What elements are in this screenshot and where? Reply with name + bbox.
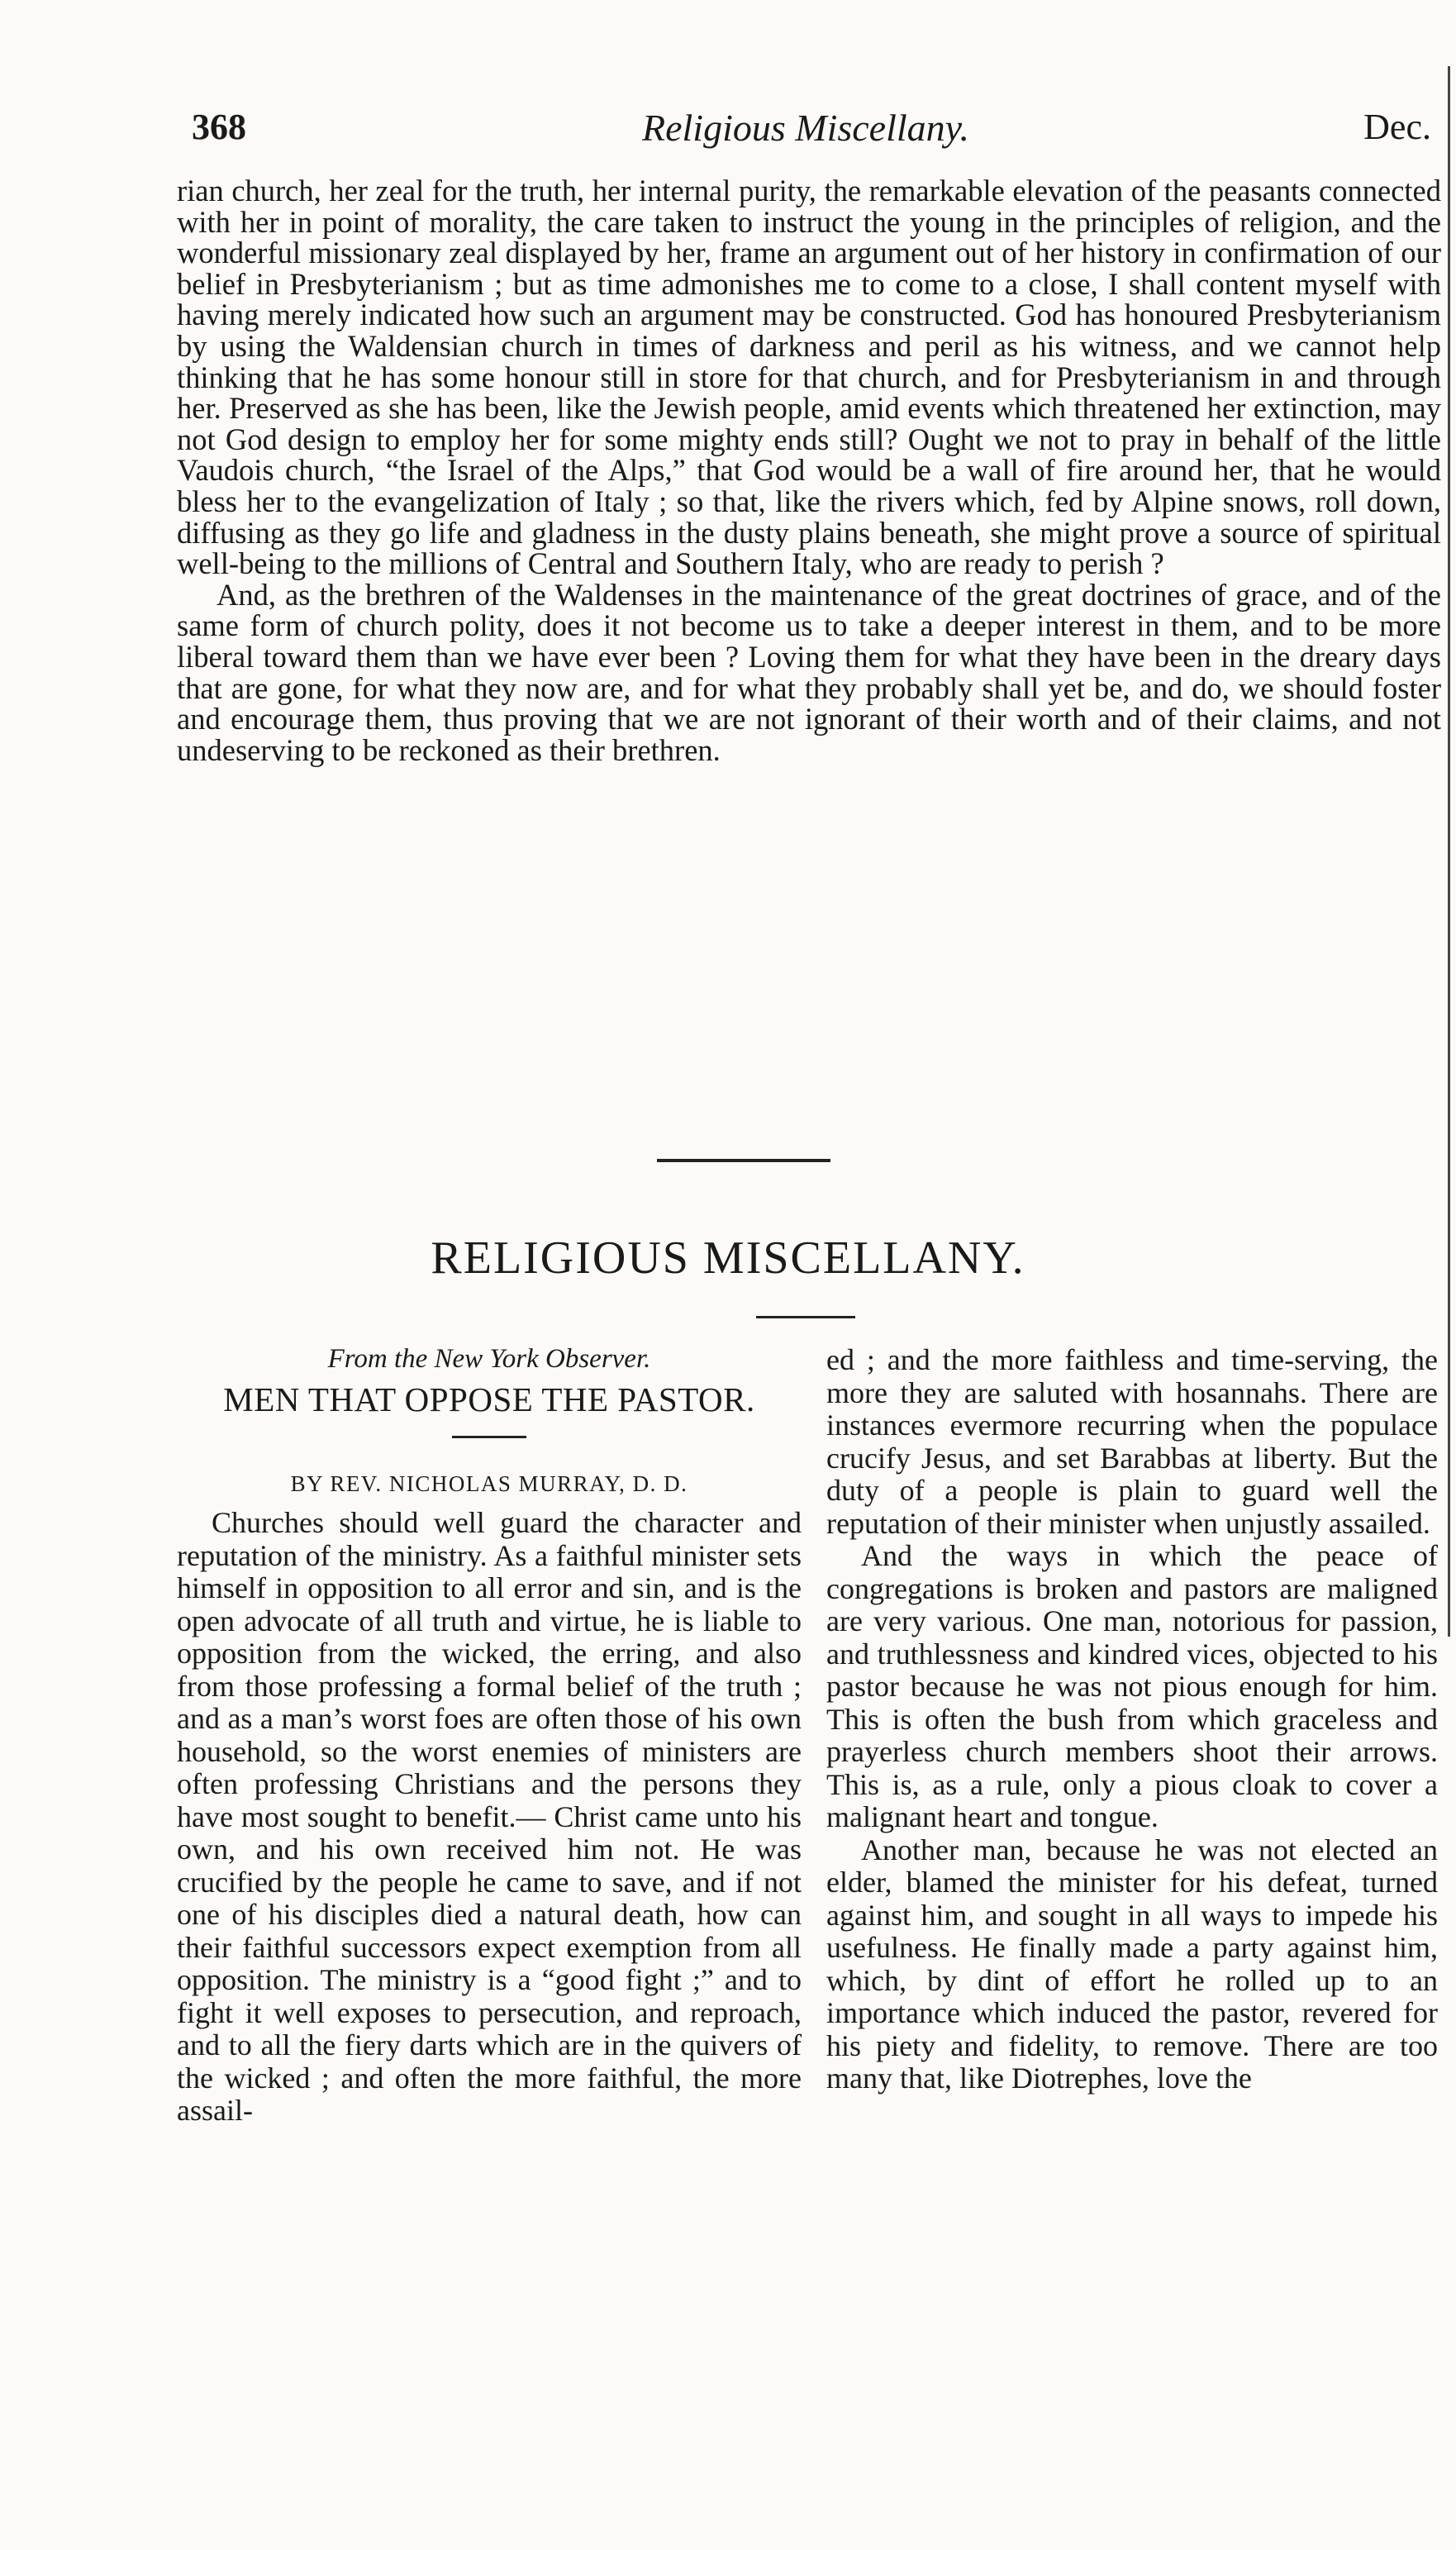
- article-source: From the New York Observer.: [327, 1344, 651, 1374]
- header-month: Dec.: [1363, 107, 1431, 147]
- paragraph: And the ways in which the peace of congregations is broken and pastors are maligned are very various. One man, notorious for passion, and truthlessness and kindred vices, objected to his pastor because he was not pious enough for him. This is often the bush from which graceless and prayerless church members shoot their arrows. This is, as a rule, only a pious cloak to cover a malignant heart and tongue.: [826, 1539, 1438, 1833]
- running-header: [192, 106, 1431, 164]
- article-left-column: [177, 1344, 802, 2501]
- title-underline-rule: [756, 1316, 855, 1318]
- section-title: RELIGIOUS MISCELLANY.: [431, 1232, 1025, 1284]
- section-divider-rule: [657, 1159, 830, 1162]
- page-number: 368: [192, 107, 246, 147]
- paragraph: ed ; and the more faithless and time-serving, the more they are saluted with hosannahs. There are instances evermore recurring when the populace crucify Jesus, and set Barabbas at liberty. But the duty of a people is plain to guard well the reputation of their minister when unjustly assailed.: [826, 1343, 1438, 1540]
- page-edge-line: [1448, 66, 1450, 1637]
- title-divider-rule: [452, 1436, 526, 1438]
- paragraph: Churches should well guard the character and reputation of the ministry. As a faithful minister sets himself in opposition to all error and sin, and is the open advocate of all truth and virtue, he is liable to opposition from the wicked, the erring, and also from those professing a formal belief of the truth ; and as a man’s worst foes are often those of his own household, so the worst enemies of ministers are often professing Christians and the persons they have most sought to benefit.— Christ came unto his own, and his own received him not. He was crucified by the people he came to save, and if not one of his disciples died a natural death, how can their faithful successors expect exemption from all opposition. The ministry is a “good fight ;” and to fight it well exposes to persecution, and reproach, and to all the fiery darts which are in the quivers of the wicked ; and often the more faithful, the more assail-: [177, 1506, 802, 2127]
- paragraph: rian church, her zeal for the truth, her internal purity, the remarkable elevation of the peasants connected with her in point of morality, the care taken to instruct the young in the principles of religion, and the wonderful missionary zeal displayed by her, frame an argument out of her history in confirmation of our belief in Presbyterianism ; but as time admonishes me to come to a close, I shall content myself with having merely indicated how such an argument may be constructed. God has honoured Presbyterianism by using the Waldensian church in times of darkness and peril as his witness, and we cannot help thinking that he has some honour still in store for that church, and for Presbyterianism in and through her. Preserved as she has been, like the Jewish people, amid events which threatened her extinction, may not God design to employ her for some mighty ends still? Ought we not to pray in behalf of the little Vaudois church, “the Israel of the Alps,” that God would be a wall of fire around her, that he would bless her to the evangelization of Italy ; so that, like the rivers which, fed by Alpine snows, roll down, diffusing as they go life and gladness in the dusty plains beneath, she might prove a source of spiritual well-being to the millions of Central and Southern Italy, who are ready to perish ?: [177, 174, 1441, 581]
- paragraph: And, as the brethren of the Waldenses in the maintenance of the great doctrines of grace, and of the same form of church polity, does it not become us to take a deeper interest in them, and to be more liberal toward them than we have ever been ? Loving them for what they have been in the dreary days that are gone, for what they now are, and for what they probably shall yet be, and do, we should foster and encourage them, thus proving that we are not ignorant of their worth and of their claims, and not undeserving to be reckoned as their brethren.: [177, 577, 1441, 767]
- article-right-column: [826, 1344, 1438, 2501]
- article-title: MEN THAT OPPOSE THE PASTOR.: [223, 1380, 755, 1418]
- running-title: Religious Miscellany.: [642, 107, 970, 149]
- paragraph: Another man, because he was not elected an elder, blamed the minister for his defeat, turned against him, and sought in all ways to impede his usefulness. He finally made a party against him, which, by dint of effort he rolled up to an importance which induced the pastor, revered for his piety and fidelity, to remove. There are too many that, like Diotrephes, love the: [826, 1833, 1438, 2095]
- article-byline: BY REV. NICHOLAS MURRAY, D. D.: [290, 1471, 688, 1496]
- continued-article-text: [177, 175, 1441, 765]
